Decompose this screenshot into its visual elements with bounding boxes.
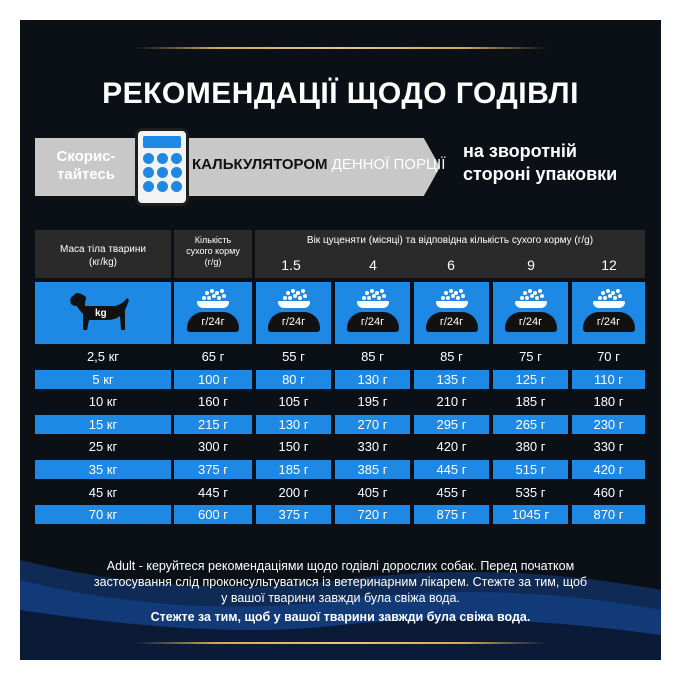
calculator-icon xyxy=(135,128,189,206)
bowl-icon-cell-age-4 xyxy=(335,282,410,344)
dog-icon xyxy=(67,290,139,338)
cell-mass: 45 кг xyxy=(88,484,118,500)
cell-dry: 375 г xyxy=(174,460,252,479)
cell-age-9: 515 г xyxy=(493,460,568,479)
age-1-5: 1.5 xyxy=(281,257,301,273)
food-bowl-icon xyxy=(589,288,629,338)
cell-age-1-5: 200 г xyxy=(278,484,309,500)
cell-age-4: 330 г xyxy=(357,439,388,455)
dog-label: kg xyxy=(95,308,107,319)
table-row xyxy=(35,370,645,389)
cell-age-1-5: 375 г xyxy=(256,505,331,524)
cell-mass: 2,5 кг xyxy=(86,349,120,364)
cell-age-4: 195 г xyxy=(357,394,388,410)
food-bowl-icon xyxy=(511,288,551,338)
cell-age-9: 380 г xyxy=(515,439,546,455)
cell-age-9: 185 г xyxy=(515,394,546,410)
age-9: 9 xyxy=(527,257,535,273)
cell-age-4: 385 г xyxy=(335,460,410,479)
mass-header xyxy=(35,230,171,278)
adult-note xyxy=(50,558,631,606)
calculator-left-line1: Скорис- xyxy=(56,148,116,165)
feeding-panel xyxy=(20,20,661,660)
cell-age-1-5: 105 г xyxy=(278,394,309,410)
cell-age-4: 405 г xyxy=(357,484,388,500)
food-bowl-icon xyxy=(432,288,472,338)
table-row xyxy=(35,392,645,411)
cell-mass: 70 кг xyxy=(35,505,171,524)
table-row xyxy=(35,347,645,366)
cell-age-4: 130 г xyxy=(335,370,410,389)
calculator-right-line1: на зворотній xyxy=(463,141,577,161)
cell-dry: 100 г xyxy=(174,370,252,389)
calculator-mid-bold: КАЛЬКУЛЯТОРОМ xyxy=(192,156,328,173)
cell-age-6: 445 г xyxy=(414,460,489,479)
bowl-label: г/24г xyxy=(439,316,464,328)
cell-age-12: 330 г xyxy=(593,439,624,455)
cell-dry: 600 г xyxy=(174,505,252,524)
cell-age-12: 110 г xyxy=(572,370,645,389)
cell-mass: 25 кг xyxy=(88,439,118,455)
table-row xyxy=(35,505,645,524)
cell-age-12: 70 г xyxy=(597,349,620,364)
cell-dry: 300 г xyxy=(197,439,229,455)
table-row xyxy=(35,483,645,502)
cell-age-12: 460 г xyxy=(593,484,624,500)
cell-mass: 5 кг xyxy=(35,370,171,389)
age-4: 4 xyxy=(369,257,377,273)
cell-age-12: 230 г xyxy=(572,415,645,434)
cell-age-1-5: 130 г xyxy=(256,415,331,434)
cell-age-1-5: 55 г xyxy=(282,349,305,364)
bowl-icon-cell-dry xyxy=(174,282,252,344)
cell-age-1-5: 80 г xyxy=(256,370,331,389)
cell-dry: 160 г xyxy=(197,394,229,410)
cell-age-6: 420 г xyxy=(436,439,467,455)
gold-divider-bottom xyxy=(134,642,548,644)
dry-food-header xyxy=(174,230,252,278)
calculator-right-line2: стороні упаковки xyxy=(463,164,618,184)
table-row xyxy=(35,460,645,479)
gold-divider-top xyxy=(134,47,548,49)
dry-header-line1: Кількість xyxy=(194,235,232,245)
age-header-label: Вік цуценяти (місяці) та відповідна кількість сухого корму (г/g) xyxy=(306,235,594,246)
calculator-mid-rest: ДЕННОЇ ПОРЦІЇ xyxy=(327,156,446,173)
food-bowl-icon xyxy=(274,288,314,338)
dog-icon-cell xyxy=(35,282,171,344)
bowl-label: г/24г xyxy=(596,316,621,328)
water-note: Стежте за тим, щоб у вашої тварини завжди була свіжа вода. xyxy=(150,610,531,624)
bowl-label: г/24г xyxy=(201,316,225,328)
cell-age-6: 875 г xyxy=(414,505,489,524)
age-12: 12 xyxy=(601,257,617,273)
cell-age-6: 210 г xyxy=(436,394,467,410)
note-line2: застосування слід проконсультуватися із ветеринарним лікарем. Стежте за тим, щоб xyxy=(93,575,588,589)
cell-dry: 445 г xyxy=(197,484,229,500)
table-row xyxy=(35,415,645,434)
bowl-icon-cell-age-1-5 xyxy=(256,282,331,344)
dry-header-line2: сухого корму xyxy=(186,246,240,256)
cell-age-4: 85 г xyxy=(361,349,384,364)
table-row xyxy=(35,437,645,456)
calculator-left-line2: тайтесь xyxy=(57,166,115,183)
cell-age-6: 295 г xyxy=(414,415,489,434)
cell-dry: 215 г xyxy=(174,415,252,434)
page-title: РЕКОМЕНДАЦІЇ ЩОДО ГОДІВЛІ xyxy=(102,77,579,110)
calculator-left-text xyxy=(42,148,130,184)
note-line1: Adult - керуйтеся рекомендаціями щодо годівлі дорослих собак. Перед початком xyxy=(106,559,575,573)
bowl-label: г/24г xyxy=(281,316,306,328)
calculator-right-text xyxy=(463,140,617,186)
cell-age-12: 420 г xyxy=(572,460,645,479)
bowl-icon-cell-age-12 xyxy=(572,282,645,344)
calculator-screen xyxy=(143,136,181,148)
cell-age-9: 265 г xyxy=(493,415,568,434)
cell-age-9: 75 г xyxy=(519,349,542,364)
food-bowl-icon xyxy=(353,288,393,338)
cell-age-1-5: 150 г xyxy=(278,439,309,455)
cell-age-6: 455 г xyxy=(436,484,467,500)
cell-age-9: 1045 г xyxy=(493,505,568,524)
cell-mass: 35 кг xyxy=(35,460,171,479)
cell-age-6: 85 г xyxy=(440,349,463,364)
bowl-label: г/24г xyxy=(518,316,543,328)
mass-header-line2: (кг/kg) xyxy=(88,257,118,268)
cell-age-4: 270 г xyxy=(335,415,410,434)
note-line3: у вашої тварини завжди була свіжа вода. xyxy=(221,591,460,605)
cell-mass: 15 кг xyxy=(35,415,171,434)
cell-age-12: 180 г xyxy=(593,394,624,410)
cell-age-6: 135 г xyxy=(414,370,489,389)
calculator-mid-text xyxy=(192,156,445,173)
calculator-keys xyxy=(143,153,183,192)
food-bowl-icon xyxy=(193,288,233,338)
cell-age-9: 535 г xyxy=(515,484,546,500)
cell-age-12: 870 г xyxy=(572,505,645,524)
bowl-icon-cell-age-9 xyxy=(493,282,568,344)
bowl-icon-cell-age-6 xyxy=(414,282,489,344)
age-header xyxy=(255,230,645,278)
cell-age-9: 125 г xyxy=(493,370,568,389)
cell-age-1-5: 185 г xyxy=(256,460,331,479)
cell-dry: 65 г xyxy=(201,349,225,364)
dry-header-line3: (г/g) xyxy=(204,257,222,267)
bowl-label: г/24г xyxy=(360,316,385,328)
cell-mass: 10 кг xyxy=(88,394,118,410)
mass-header-line1: Маса тіла тварини xyxy=(60,244,146,255)
cell-age-4: 720 г xyxy=(335,505,410,524)
age-6: 6 xyxy=(447,257,455,273)
